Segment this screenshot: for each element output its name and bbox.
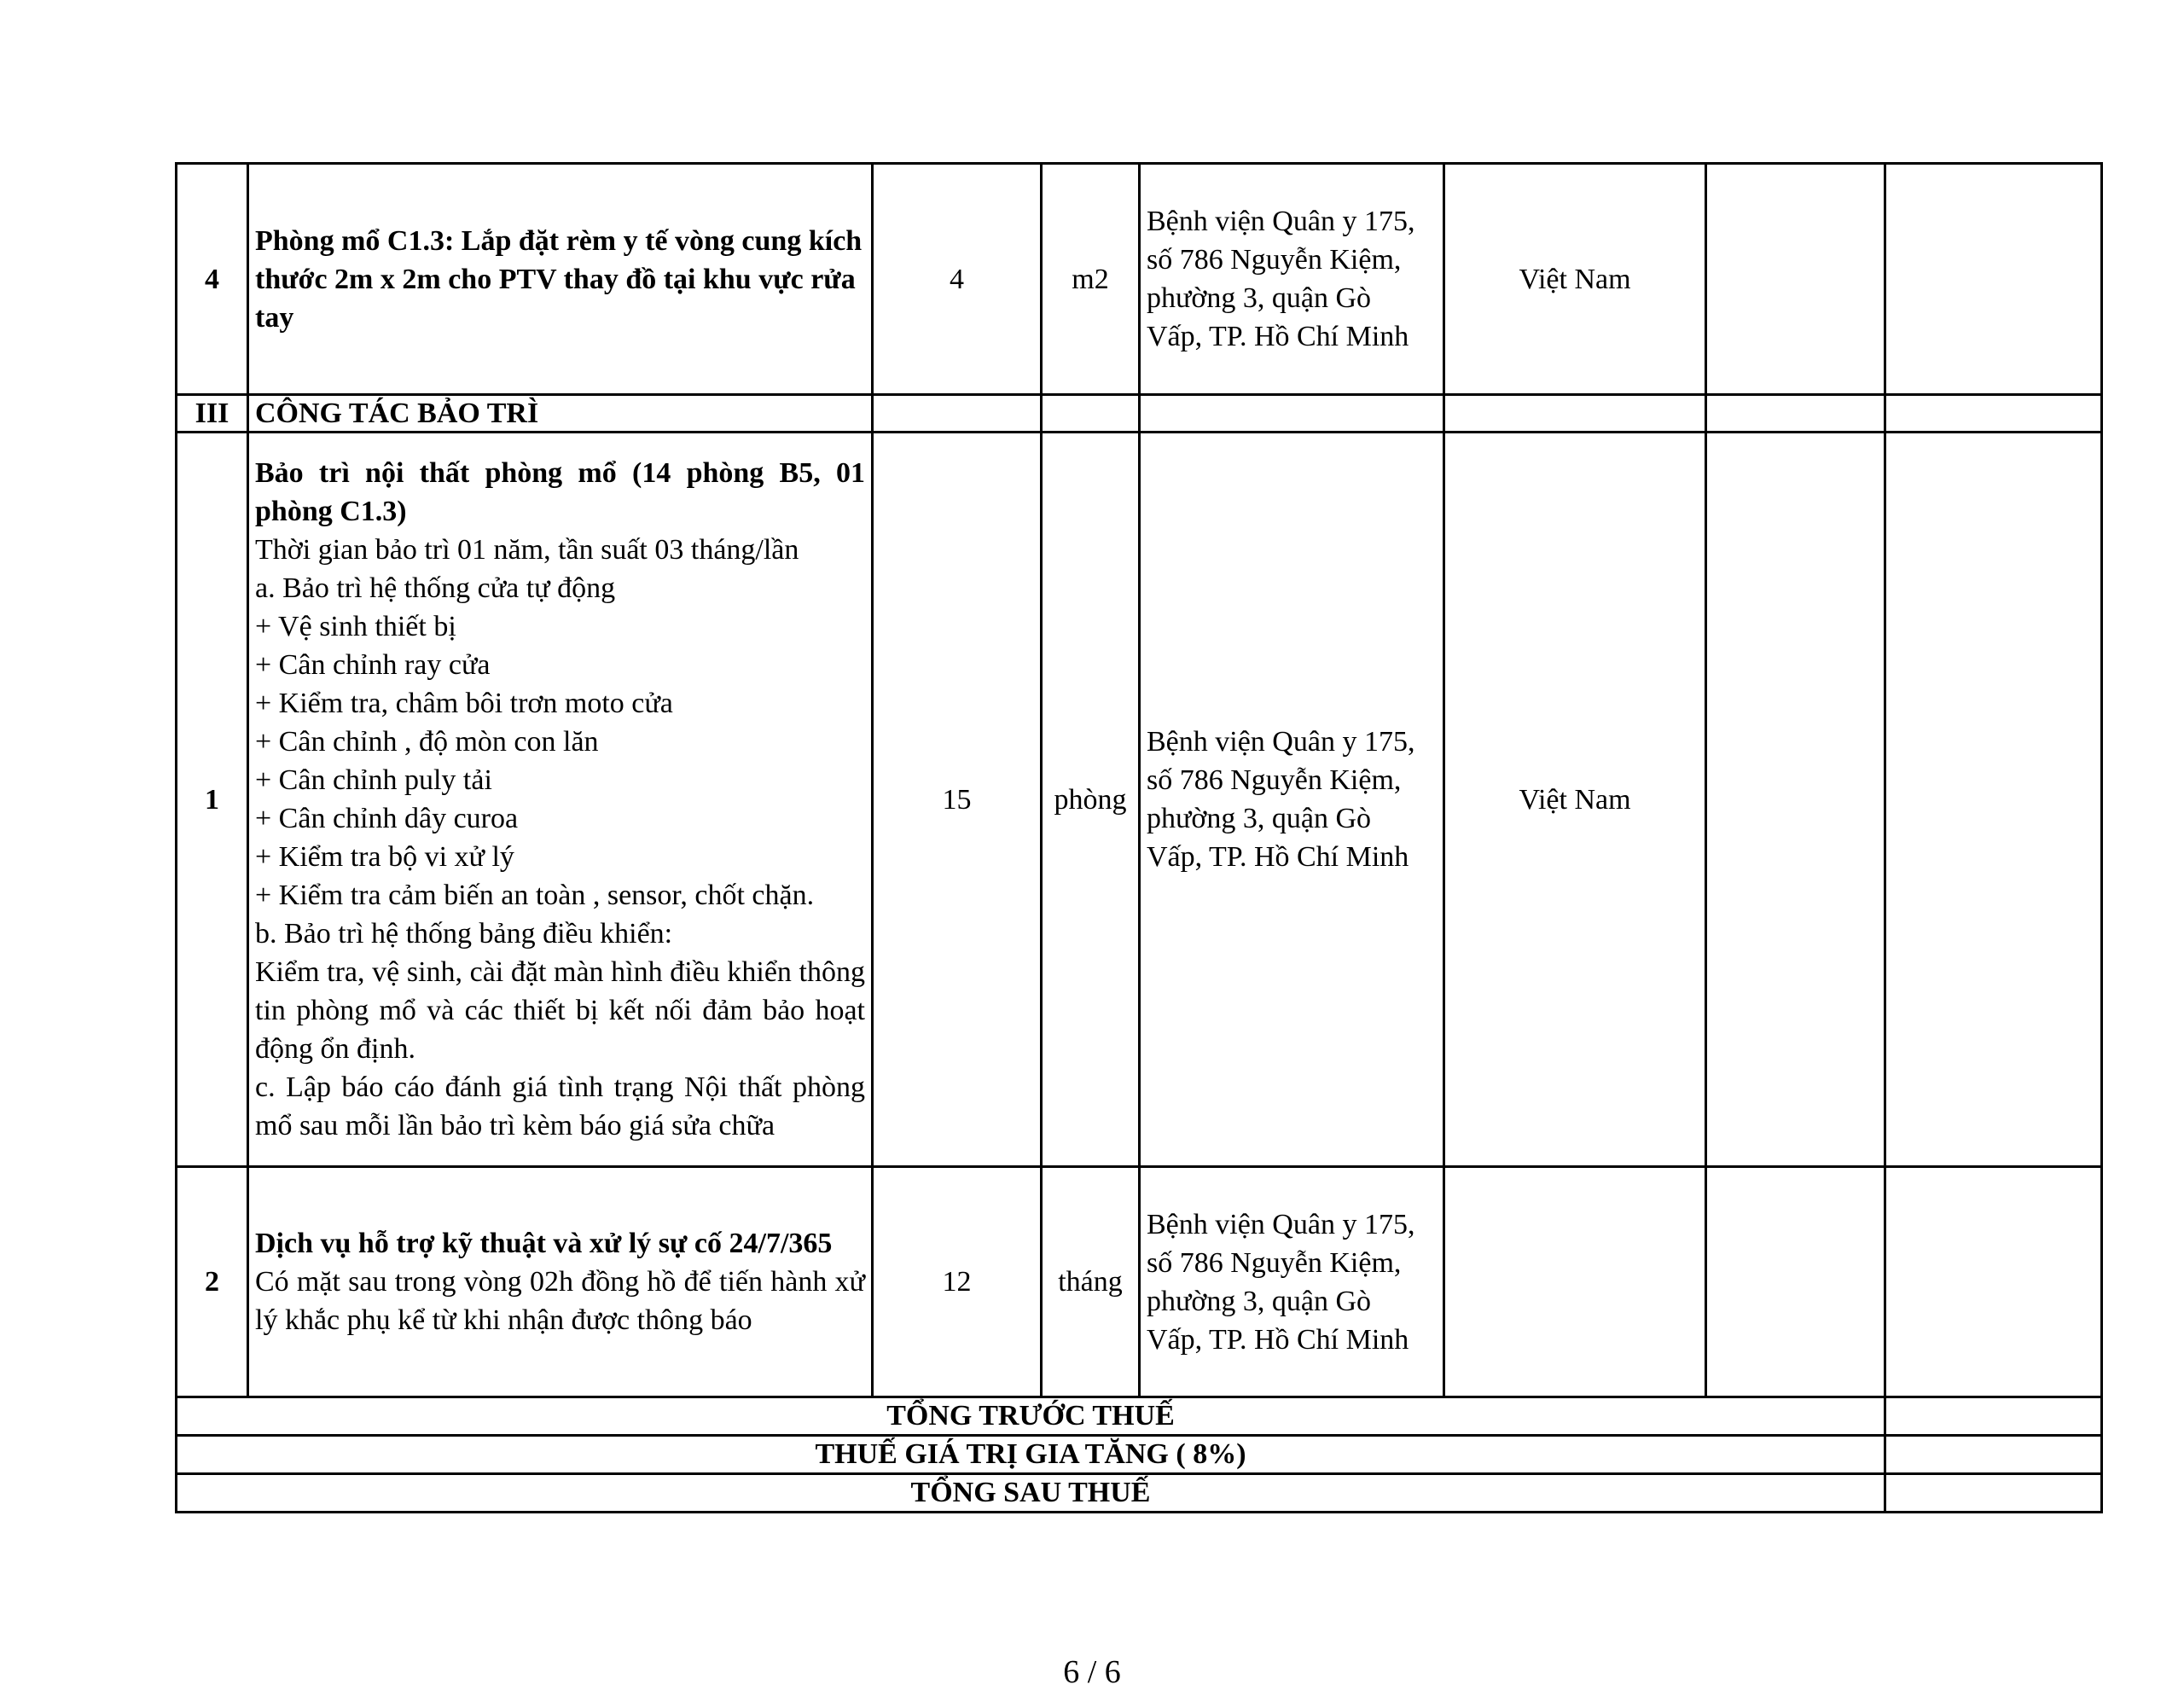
item-line: + Kiểm tra cảm biến an toàn , sensor, chốt chặn. xyxy=(255,880,815,911)
total-row xyxy=(177,1474,2102,1513)
location-line: Vấp, TP. Hồ Chí Minh xyxy=(1147,841,1409,873)
row-description xyxy=(248,1167,873,1397)
total-row xyxy=(177,1436,2102,1474)
row-location xyxy=(1140,433,1444,1167)
item-line: + Kiểm tra bộ vi xử lý xyxy=(255,841,514,873)
section-stt: III xyxy=(177,395,248,433)
row-origin: Việt Nam xyxy=(1444,433,1706,1167)
total-after-tax-value xyxy=(1885,1474,2102,1513)
total-before-tax-value xyxy=(1885,1397,2102,1436)
row-origin: Việt Nam xyxy=(1444,164,1706,395)
location-line: Vấp, TP. Hồ Chí Minh xyxy=(1147,1323,1409,1356)
row-amount xyxy=(1885,1167,2102,1397)
item-line: + Cân chỉnh puly tải xyxy=(255,764,492,796)
section-row xyxy=(177,395,2102,433)
item-line: + Vệ sinh thiết bị xyxy=(255,611,456,642)
row-location xyxy=(1140,164,1444,395)
location-line: Bệnh viện Quân y 175, xyxy=(1147,726,1415,758)
item-line: + Cân chỉnh dây curoa xyxy=(255,803,519,834)
quotation-table xyxy=(175,162,2103,1513)
location-line: phường 3, quận Gò xyxy=(1147,1285,1372,1317)
table-row xyxy=(177,164,2102,395)
row-unit xyxy=(1042,395,1140,433)
item-line: a. Bảo trì hệ thống cửa tự động xyxy=(255,572,616,604)
location-line: phường 3, quận Gò xyxy=(1147,803,1372,834)
location-line: số 786 Nguyễn Kiệm, xyxy=(1147,244,1402,276)
row-origin xyxy=(1444,395,1706,433)
row-quantity: 4 xyxy=(873,164,1042,395)
total-before-tax-label: TỔNG TRƯỚC THUẾ xyxy=(177,1397,1885,1436)
location-line: phường 3, quận Gò xyxy=(1147,282,1372,314)
row-location xyxy=(1140,395,1444,433)
row-stt: 2 xyxy=(177,1167,248,1397)
row-quantity: 15 xyxy=(873,433,1042,1167)
item-paragraph: Có mặt sau trong vòng 02h đồng hồ để tiến hành xử lý khắc phụ kể từ khi nhận được thông báo xyxy=(255,1266,865,1336)
total-row xyxy=(177,1397,2102,1436)
row-quantity xyxy=(873,395,1042,433)
row-description xyxy=(248,433,873,1167)
item-line: Thời gian bảo trì 01 năm, tần suất 03 tháng/lần xyxy=(255,534,799,566)
item-paragraph: c. Lập báo cáo đánh giá tình trạng Nội thất phòng mổ sau mỗi lần bảo trì kèm báo giá sửa chữa xyxy=(255,1071,865,1141)
row-description: Phòng mổ C1.3: Lắp đặt rèm y tế vòng cung kích thước 2m x 2m cho PTV thay đồ tại khu vực rửa tay xyxy=(248,164,873,395)
row-amount xyxy=(1885,433,2102,1167)
item-line: b. Bảo trì hệ thống bảng điều khiển: xyxy=(255,918,673,950)
location-line: Bệnh viện Quân y 175, xyxy=(1147,1208,1415,1240)
vat-value xyxy=(1885,1436,2102,1474)
row-unit-price xyxy=(1706,1167,1885,1397)
location-line: số 786 Nguyễn Kiệm, xyxy=(1147,764,1402,796)
row-amount xyxy=(1885,395,2102,433)
row-unit: tháng xyxy=(1042,1167,1140,1397)
row-unit: phòng xyxy=(1042,433,1140,1167)
item-line: + Cân chỉnh ray cửa xyxy=(255,649,491,681)
row-location xyxy=(1140,1167,1444,1397)
page-number: 6 / 6 xyxy=(1063,1654,1121,1690)
table-row xyxy=(177,1167,2102,1397)
row-stt: 4 xyxy=(177,164,248,395)
location-line: Bệnh viện Quân y 175, xyxy=(1147,206,1415,237)
row-unit-price xyxy=(1706,395,1885,433)
row-unit: m2 xyxy=(1042,164,1140,395)
row-amount xyxy=(1885,164,2102,395)
location-line: Vấp, TP. Hồ Chí Minh xyxy=(1147,321,1409,352)
item-line: + Kiểm tra, châm bôi trơn moto cửa xyxy=(255,688,673,719)
item-title: Dịch vụ hỗ trợ kỹ thuật và xử lý sự cố 24/7/365 xyxy=(255,1228,833,1259)
item-paragraph: Kiểm tra, vệ sinh, cài đặt màn hình điều khiển thông tin phòng mổ và các thiết bị kết nối đảm bảo hoạt động ổn định. xyxy=(255,956,865,1065)
vat-label: THUẾ GIÁ TRỊ GIA TĂNG ( 8%) xyxy=(177,1436,1885,1474)
item-title: Bảo trì nội thất phòng mổ (14 phòng B5, 01 phòng C1.3) xyxy=(255,457,865,527)
item-line: + Cân chỉnh , độ mòn con lăn xyxy=(255,726,599,758)
table-row xyxy=(177,433,2102,1167)
row-origin xyxy=(1444,1167,1706,1397)
row-unit-price xyxy=(1706,164,1885,395)
row-stt: 1 xyxy=(177,433,248,1167)
total-after-tax-label: TỔNG SAU THUẾ xyxy=(177,1474,1885,1513)
row-quantity: 12 xyxy=(873,1167,1042,1397)
row-unit-price xyxy=(1706,433,1885,1167)
section-title: CÔNG TÁC BẢO TRÌ xyxy=(248,395,873,433)
location-line: số 786 Nguyễn Kiệm, xyxy=(1147,1246,1402,1279)
